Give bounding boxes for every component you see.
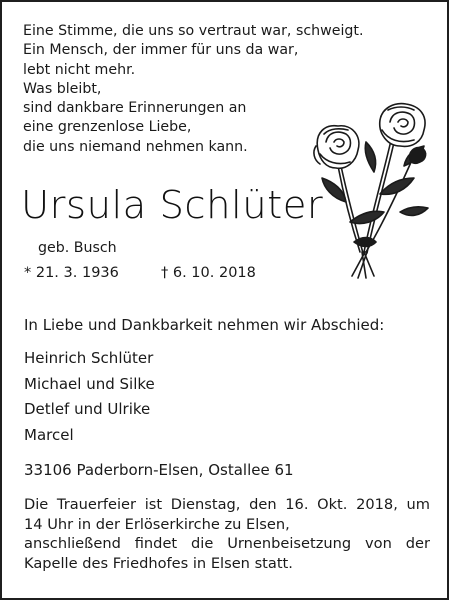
funeral-line: 14 Uhr in der Erlöserkirche zu Elsen, (24, 515, 290, 533)
poem-line: Eine Stimme, die uns so vertraut war, schweigt. (23, 23, 364, 39)
funeral-line: Kapelle des Friedhofes in Elsen statt. (24, 554, 293, 572)
poem-line: sind dankbare Erinnerungen an (23, 100, 247, 117)
birth-date: * 21. 3. 1936 (24, 265, 119, 281)
funeral-details (24, 495, 430, 573)
poem-line: eine grenzenlose Liebe, (23, 119, 192, 136)
mourner-name: Heinrich Schlüter (24, 349, 154, 367)
roses-icon (304, 102, 444, 280)
life-dates (24, 264, 256, 282)
mourners-list (24, 346, 155, 448)
funeral-line: anschließend findet die Urnenbeisetzung von der (24, 535, 430, 553)
poem-line: die uns niemand nehmen kann. (23, 138, 248, 155)
poem-line: lebt nicht mehr. (23, 61, 136, 78)
poem-line: Was bleibt, (23, 80, 102, 97)
funeral-line: Die Trauerfeier ist Dienstag, den 16. Okt. 2018, um (24, 496, 430, 513)
mourner-name: Marcel (24, 425, 74, 444)
poem-line: Ein Mensch, der immer für uns da war, (23, 42, 299, 59)
farewell-intro: In Liebe und Dankbarkeit nehmen wir Abschied: (24, 316, 385, 334)
mourner-name: Detlef und Ulrike (24, 400, 151, 419)
maiden-name: geb. Busch (38, 240, 117, 256)
deceased-name: Ursula Schlüter (21, 183, 324, 228)
death-date: † 6. 10. 2018 (161, 265, 256, 281)
family-address: 33106 Paderborn-Elsen, Ostallee 61 (24, 461, 294, 479)
mourner-name: Michael und Silke (24, 374, 155, 393)
